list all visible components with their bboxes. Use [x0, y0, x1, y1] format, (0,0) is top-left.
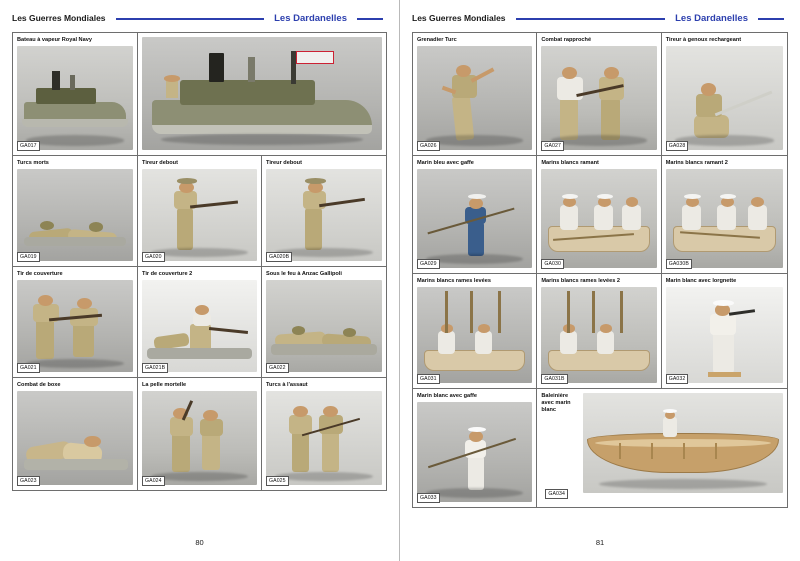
product-title: Tireur debout — [266, 160, 302, 166]
product-photo — [666, 169, 783, 268]
product-cell[interactable] — [13, 33, 138, 155]
header-right-title: Les Dardanelles — [675, 12, 748, 24]
product-title: Grenadier Turc — [417, 37, 457, 43]
product-photo — [417, 169, 532, 268]
product-title: Tireur à genoux rechargeant — [665, 37, 742, 43]
page-header-right — [412, 10, 788, 26]
product-title: Bateau à vapeur Royal Navy — [17, 37, 92, 43]
page-number: 80 — [195, 538, 204, 547]
product-cell[interactable] — [413, 33, 537, 155]
product-title: Tir de couverture 2 — [142, 271, 193, 277]
product-code: GA026 — [417, 141, 440, 151]
product-title: Tir de couverture — [17, 271, 63, 277]
product-photo — [17, 169, 133, 261]
product-code: GA020B — [266, 252, 292, 262]
product-code: GA031 — [417, 374, 440, 384]
product-photo — [666, 46, 783, 150]
product-photo — [17, 280, 133, 372]
product-code: GA019 — [17, 252, 40, 262]
product-title: Sous le feu à Anzac Gallipoli — [266, 271, 342, 277]
product-code: GA021B — [142, 363, 168, 373]
product-title: Marin blanc avec gaffe — [417, 393, 477, 399]
product-cell[interactable] — [413, 156, 537, 273]
product-cell[interactable] — [138, 267, 262, 377]
header-rule — [516, 18, 666, 20]
product-photo — [266, 391, 382, 485]
product-photo — [541, 46, 656, 150]
product-title: Combat de boxe — [17, 382, 61, 388]
product-code: GA028 — [666, 141, 689, 151]
product-photo — [142, 391, 257, 485]
product-title: Baleinière avec marin blanc — [541, 393, 571, 413]
product-cell[interactable] — [537, 33, 661, 155]
product-cell[interactable] — [662, 156, 787, 273]
product-cell[interactable] — [262, 267, 386, 377]
product-code: GA023 — [17, 476, 40, 486]
product-code: GA017 — [17, 141, 40, 151]
product-code: GA024 — [142, 476, 165, 486]
product-cell[interactable] — [662, 274, 787, 388]
product-grid-left — [12, 32, 387, 491]
grid-row — [413, 389, 787, 507]
product-title: Marin blanc avec lorgnette — [665, 278, 737, 284]
product-cell[interactable] — [13, 267, 138, 377]
product-code: GA025 — [266, 476, 289, 486]
product-cell[interactable] — [138, 378, 262, 490]
product-cell[interactable] — [138, 156, 262, 266]
product-code: GA020 — [142, 252, 165, 262]
product-cell[interactable] — [13, 156, 138, 266]
product-cell[interactable] — [537, 389, 787, 507]
product-cell[interactable] — [413, 389, 537, 507]
grid-row — [413, 156, 787, 274]
product-cell[interactable] — [138, 33, 386, 155]
product-photo — [266, 169, 382, 261]
product-photo — [17, 46, 133, 150]
product-photo — [417, 402, 532, 502]
header-rule-end — [357, 18, 383, 20]
product-title: Tireur debout — [142, 160, 178, 166]
grid-row — [13, 156, 386, 267]
product-photo — [417, 287, 532, 383]
grid-row — [13, 33, 386, 156]
grid-row — [13, 378, 386, 490]
product-code: GA030B — [666, 259, 692, 269]
page-right — [400, 0, 800, 561]
product-title: La pelle mortelle — [142, 382, 187, 388]
product-cell[interactable] — [537, 274, 661, 388]
product-code: GA030 — [541, 259, 564, 269]
product-cell[interactable] — [537, 156, 661, 273]
product-grid-right — [412, 32, 788, 508]
product-code: GA033 — [417, 493, 440, 503]
header-rule-end — [758, 18, 784, 20]
product-photo — [417, 46, 532, 150]
product-photo — [17, 391, 133, 485]
page-header-left — [12, 10, 387, 26]
product-title: Marins blancs ramant — [541, 160, 599, 166]
product-cell[interactable] — [13, 378, 138, 490]
product-photo — [142, 280, 257, 372]
grid-row — [13, 267, 386, 378]
product-photo — [666, 287, 783, 383]
product-title: Turcs morts — [17, 160, 49, 166]
product-photo — [541, 169, 656, 268]
header-rule — [116, 18, 265, 20]
product-code: GA031B — [541, 374, 567, 384]
product-title: Marins blancs rames levées 2 — [541, 278, 621, 284]
product-code: GA022 — [266, 363, 289, 373]
product-cell[interactable] — [662, 33, 787, 155]
product-title: Combat rapproché — [541, 37, 592, 43]
product-photo — [142, 37, 382, 150]
product-title: Marins blancs ramant 2 — [665, 160, 728, 166]
product-photo — [142, 169, 257, 261]
product-code: GA032 — [666, 374, 689, 384]
product-cell[interactable] — [413, 274, 537, 388]
product-cell[interactable] — [262, 378, 386, 490]
product-code: GA027 — [541, 141, 564, 151]
product-photo — [541, 287, 656, 383]
product-photo — [266, 280, 382, 372]
grid-row — [413, 274, 787, 389]
grid-row — [413, 33, 787, 156]
product-photo — [583, 393, 783, 493]
header-right-title: Les Dardanelles — [274, 12, 347, 24]
product-title: Turcs à l'assaut — [266, 382, 308, 388]
page-number: 81 — [595, 538, 605, 547]
product-code: GA034 — [545, 489, 568, 499]
product-title: Marins blancs rames levées — [417, 278, 492, 284]
product-title: Marin bleu avec gaffe — [417, 160, 474, 166]
header-left-title: Les Guerres Mondiales — [412, 13, 506, 23]
product-code: GA021 — [17, 363, 40, 373]
product-code: GA029 — [417, 259, 440, 269]
header-left-title: Les Guerres Mondiales — [12, 13, 106, 23]
product-cell[interactable] — [262, 156, 386, 266]
